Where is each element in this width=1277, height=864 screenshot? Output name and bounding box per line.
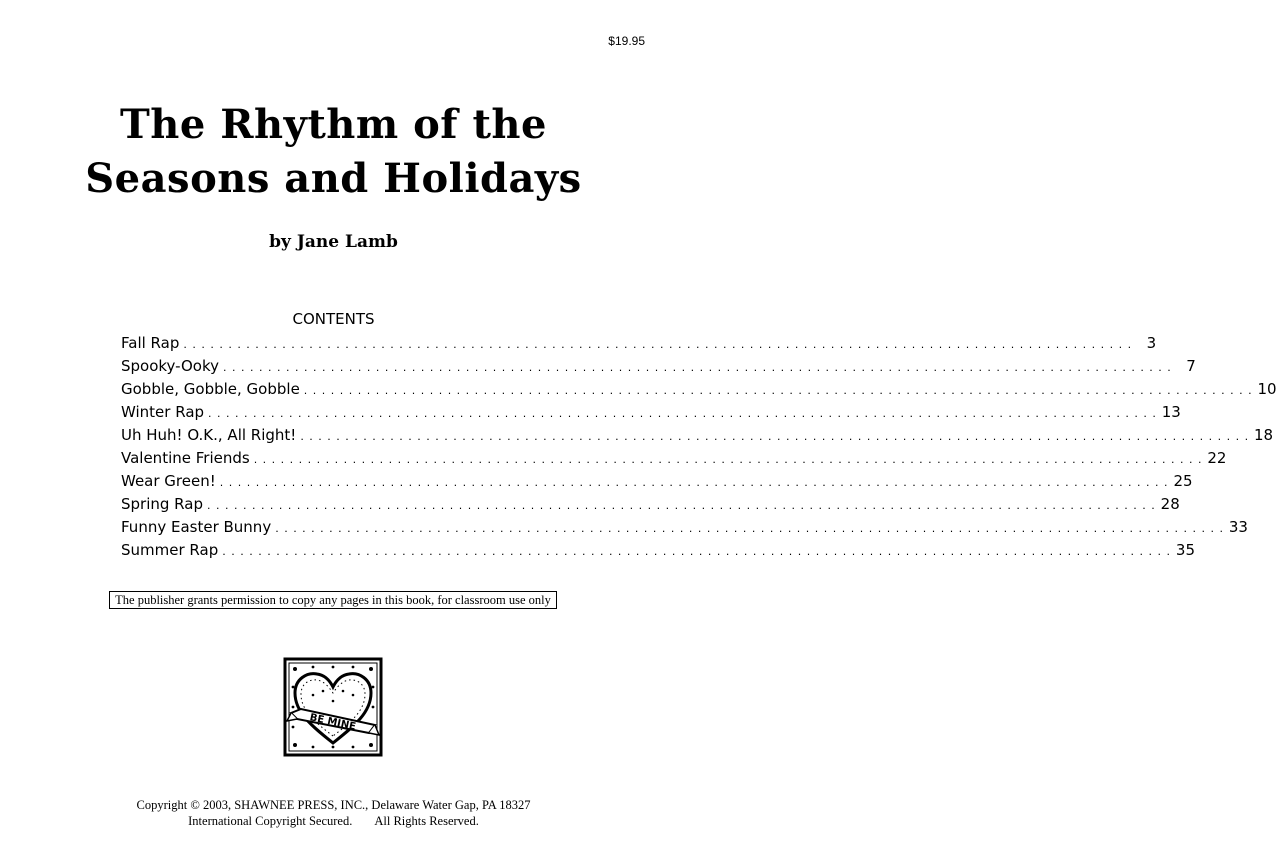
toc-dot-leader: . . . . . . . . . . . . . . . . . . . . . . . . . . . . . . . . . . . . . . . . . . . . . . . . . . . . . . . . . . . . . . . . . . . . . . . . . . . . . . . . . . . . . . . . . . . . . . . . . . . . . . . . . .: [253, 453, 1203, 466]
toc-entry-page: 7: [1186, 357, 1196, 375]
toc-entry-gobble[interactable]: [121, 378, 1277, 401]
heart-banner-icon: [283, 657, 383, 757]
toc-dot-leader: . . . . . . . . . . . . . . . . . . . . . . . . . . . . . . . . . . . . . . . . . . . . . . . . . . . . . . . . . . . . . . . . . . . . . . . . . . . . . . . . . . . . . . . . . . . . . . . . . . . . . . . . . .: [206, 499, 1156, 512]
toc-entry-title: Uh Huh! O.K., All Right!: [121, 426, 297, 444]
toc-entry-title: Spring Rap: [121, 495, 203, 513]
contents-heading: CONTENTS: [292, 310, 375, 328]
rights-reserved: All Rights Reserved.: [374, 814, 479, 828]
toc-entry-uh-huh[interactable]: [121, 424, 1274, 447]
toc-entry-title: Wear Green!: [121, 472, 216, 490]
toc-dot-leader: . . . . . . . . . . . . . . . . . . . . . . . . . . . . . . . . . . . . . . . . . . . . . . . . . . . . . . . . . . . . . . . . . . . . . . . . . . . . . . . . . . . . . . . . . . . . . . . . . . . . . . . . . .: [223, 361, 1172, 374]
toc-entry-page: 18: [1254, 426, 1274, 444]
toc-dot-leader: . . . . . . . . . . . . . . . . . . . . . . . . . . . . . . . . . . . . . . . . . . . . . . . . . . . . . . . . . . . . . . . . . . . . . . . . . . . . . . . . . . . . . . . . . . . . . . . . . . . . . . . . . .: [208, 407, 1157, 420]
toc-entry-page: 3: [1146, 334, 1157, 352]
toc-entry-title: Winter Rap: [121, 403, 205, 421]
book-title: [0, 98, 667, 206]
toc-entry-page: 28: [1160, 495, 1180, 513]
copyright-line-2: [0, 813, 667, 829]
toc-entry-summer-rap[interactable]: [121, 539, 1196, 562]
banner-text: BE MINE: [308, 712, 357, 733]
toc-dot-leader: . . . . . . . . . . . . . . . . . . . . . . . . . . . . . . . . . . . . . . . . . . . . . . . . . . . . . . . . . . . . . . . . . . . . . . . . . . . . . . . . . . . . . . . . . . . . . . . . . . . . . . . . . .: [183, 338, 1133, 351]
toc-entry-page: 25: [1173, 472, 1193, 490]
toc-entry-title: Summer Rap: [121, 541, 219, 559]
toc-entry-valentine-friends[interactable]: [121, 447, 1227, 470]
toc-entry-title: Funny Easter Bunny: [121, 518, 272, 536]
toc-entry-page: 10: [1257, 380, 1277, 398]
toc-entry-title: Gobble, Gobble, Gobble: [121, 380, 300, 398]
table-of-contents: [121, 332, 1277, 562]
author-byline: by Jane Lamb: [269, 232, 398, 252]
toc-entry-page: 33: [1228, 518, 1248, 536]
toc-entry-title: Valentine Friends: [121, 449, 250, 467]
copyright-line-1: Copyright © 2003, SHAWNEE PRESS, INC., Delaware Water Gap, PA 18327: [136, 798, 531, 812]
book-title-line-1: The Rhythm of the: [120, 101, 547, 148]
toc-entry-spring-rap[interactable]: [121, 493, 1180, 516]
toc-entry-spooky-ooky[interactable]: [121, 355, 1196, 378]
price-label: $19.95: [608, 34, 645, 48]
toc-entry-page: 22: [1207, 449, 1227, 467]
toc-dot-leader: . . . . . . . . . . . . . . . . . . . . . . . . . . . . . . . . . . . . . . . . . . . . . . . . . . . . . . . . . . . . . . . . . . . . . . . . . . . . . . . . . . . . . . . . . . . . . . . . . . . . . . . . . .: [303, 384, 1253, 397]
toc-entry-title: Spooky-Ooky: [121, 357, 220, 375]
toc-entry-page: 35: [1175, 541, 1196, 559]
toc-entry-fall-rap[interactable]: [121, 332, 1157, 355]
copyright-secured: International Copyright Secured.: [188, 814, 353, 828]
permission-notice: The publisher grants permission to copy any pages in this book, for classroom use only: [109, 591, 557, 609]
toc-dot-leader: . . . . . . . . . . . . . . . . . . . . . . . . . . . . . . . . . . . . . . . . . . . . . . . . . . . . . . . . . . . . . . . . . . . . . . . . . . . . . . . . . . . . . . . . . . . . . . . . . . . . . . . . . .: [275, 522, 1224, 535]
toc-dot-leader: . . . . . . . . . . . . . . . . . . . . . . . . . . . . . . . . . . . . . . . . . . . . . . . . . . . . . . . . . . . . . . . . . . . . . . . . . . . . . . . . . . . . . . . . . . . . . . . . . . . . . . . . . .: [300, 430, 1250, 443]
toc-entry-winter-rap[interactable]: [121, 401, 1181, 424]
toc-dot-leader: . . . . . . . . . . . . . . . . . . . . . . . . . . . . . . . . . . . . . . . . . . . . . . . . . . . . . . . . . . . . . . . . . . . . . . . . . . . . . . . . . . . . . . . . . . . . . . . . . . . . . . . . . .: [219, 476, 1169, 489]
book-title-line-2: Seasons and Holidays: [85, 155, 582, 202]
copyright-notice: [0, 797, 667, 829]
toc-entry-wear-green[interactable]: [121, 470, 1193, 493]
toc-entry-funny-easter-bunny[interactable]: [121, 516, 1248, 539]
toc-entry-title: Fall Rap: [121, 334, 180, 352]
toc-entry-page: 13: [1161, 403, 1181, 421]
toc-dot-leader: . . . . . . . . . . . . . . . . . . . . . . . . . . . . . . . . . . . . . . . . . . . . . . . . . . . . . . . . . . . . . . . . . . . . . . . . . . . . . . . . . . . . . . . . . . . . . . . . . . . . . . . . . .: [222, 545, 1172, 558]
